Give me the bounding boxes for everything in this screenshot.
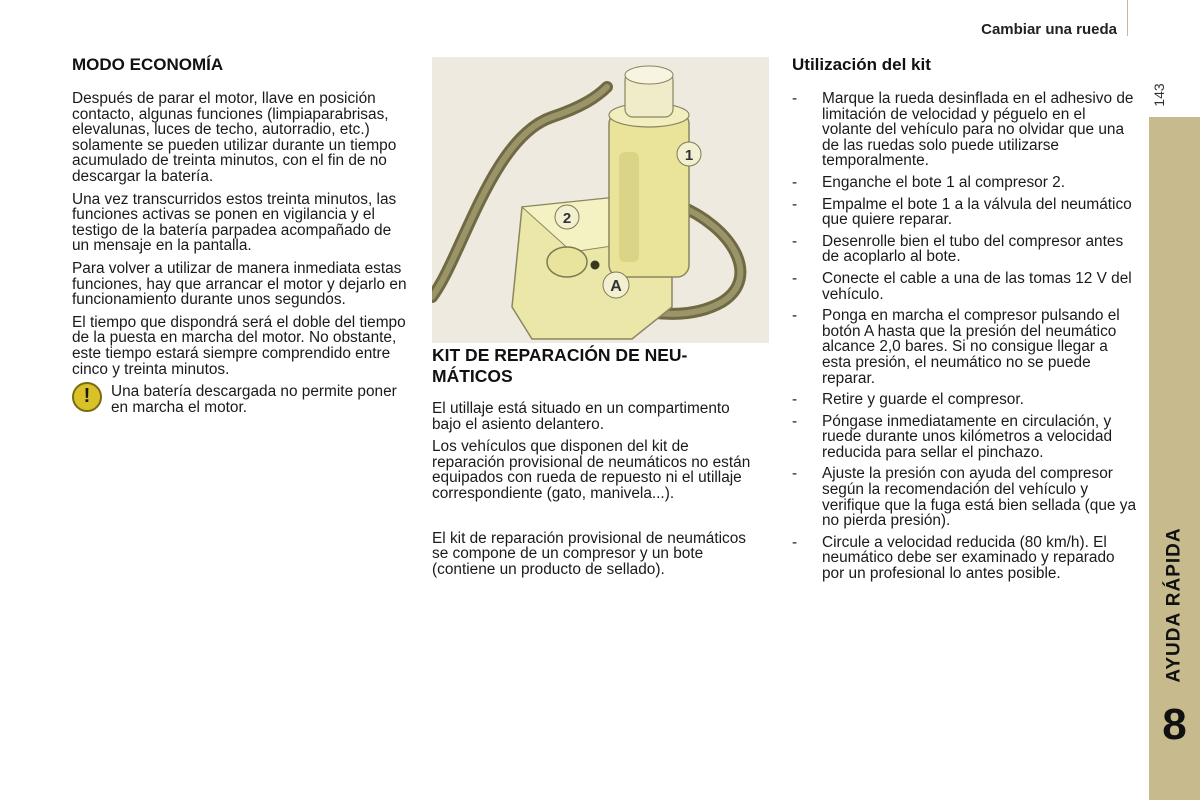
economy-paragraph: Una vez transcurridos estos treinta minutos, las funciones activas se ponen en vigilancia y el testigo de la batería parpadea acompañado de un mensaje en la pantalla.	[72, 190, 397, 255]
label-bottle: 1	[684, 147, 694, 164]
repair-kit-drawing	[432, 57, 769, 343]
repair-kit-illustration	[432, 57, 769, 343]
list-item: - Circule a velocidad reducida (80 km/h). El neumático debe ser examinado y reparado por un profesional lo antes posible.	[792, 533, 1115, 583]
chapter-number: 8	[1162, 700, 1187, 749]
economy-mode-section	[72, 55, 412, 415]
list-item: - Ajuste la presión con ayuda del compresor según la recomendación del vehículo y verifique que la fuga está bien sellada (que ya no pierda presión).	[792, 465, 1137, 530]
chapter-tab-label-text: AYUDA RÁPIDA	[1163, 527, 1185, 683]
warning-icon-symbol: !	[83, 385, 91, 408]
kit-usage-steps	[792, 91, 1137, 582]
battery-warning	[72, 384, 412, 415]
label-button-a: A	[610, 278, 622, 295]
list-item: - Empalme el bote 1 a la válvula del neumático que quiere reparar.	[792, 195, 1132, 229]
kit-usage-section	[792, 55, 1137, 588]
economy-paragraph: Después de parar el motor, llave en posición contacto, algunas funciones (limpiaparabrisas, elevalunas, luces de techo, autorradio, etc.) solamente se pueden utilizar durante un tiempo acumulado de treinta minutos, con el fin de no descargar la batería.	[72, 90, 397, 185]
repair-kit-paragraph: El kit de reparación provisional de neumáticos se compone de un compresor y un bote (contiene un producto de sellado).	[432, 529, 746, 578]
economy-paragraph: El tiempo que dispondrá será el doble del tiempo de la puesta en marcha del motor. No obstante, este tiempo estará siempre comprendido entre cinco y treinta minutos.	[72, 313, 406, 378]
list-item: - Desenrolle bien el tubo del compresor antes de acoplarlo al bote.	[792, 232, 1124, 266]
list-item: - Ponga en marcha el compresor pulsando el botón A hasta que la presión del neumático alcance 2,0 bares. Si no consigue llegar a esta presión, el neumático no se puede reparar.	[792, 307, 1120, 387]
repair-kit-heading: KIT DE REPARACIÓN DE NEU-MÁTICOS	[432, 345, 688, 386]
list-item: - Enganche el bote 1 al compresor 2.	[792, 173, 1065, 191]
list-item: - Retire y guarde el compresor.	[792, 391, 1024, 409]
warning-icon	[72, 382, 102, 412]
list-item: - Póngase inmediatamente en circulación, y ruede durante unos kilómetros a velocidad reducida para sellar el pinchazo.	[792, 412, 1113, 461]
repair-kit-section	[432, 345, 762, 584]
list-item: - Marque la rueda desinflada en el adhesivo de limitación de velocidad y péguelo en el volante del vehículo para no olvidar que una de las ruedas solo puede utilizarse temporalmente.	[792, 90, 1134, 170]
economy-paragraph: Para volver a utilizar de manera inmediata estas funciones, hay que arrancar el motor y dejarlo en funcionamiento durante unos segundos.	[72, 259, 407, 309]
header-divider	[1127, 0, 1128, 36]
battery-warning-text: Una batería descargada no permite poner en marcha el motor.	[111, 383, 397, 416]
chapter-tab	[1149, 117, 1200, 800]
label-compressor: 2	[562, 210, 572, 227]
kit-usage-heading: Utilización del kit	[792, 55, 931, 74]
economy-mode-heading: MODO ECONOMÍA	[72, 55, 224, 74]
list-item: - Conecte el cable a una de las tomas 12 V del vehículo.	[792, 269, 1132, 303]
page-header-title: Cambiar una rueda	[981, 21, 1117, 38]
page-number: 143	[1151, 83, 1167, 107]
chapter-tab-label	[1149, 520, 1200, 690]
repair-kit-paragraph: Los vehículos que disponen del kit de reparación provisional de neumáticos no están equipados con rueda de repuesto ni el utillaje correspondiente (gato, manivela...).	[432, 438, 751, 502]
repair-kit-paragraph: El utillaje está situado en un compartimento bajo el asiento delantero.	[432, 400, 730, 433]
